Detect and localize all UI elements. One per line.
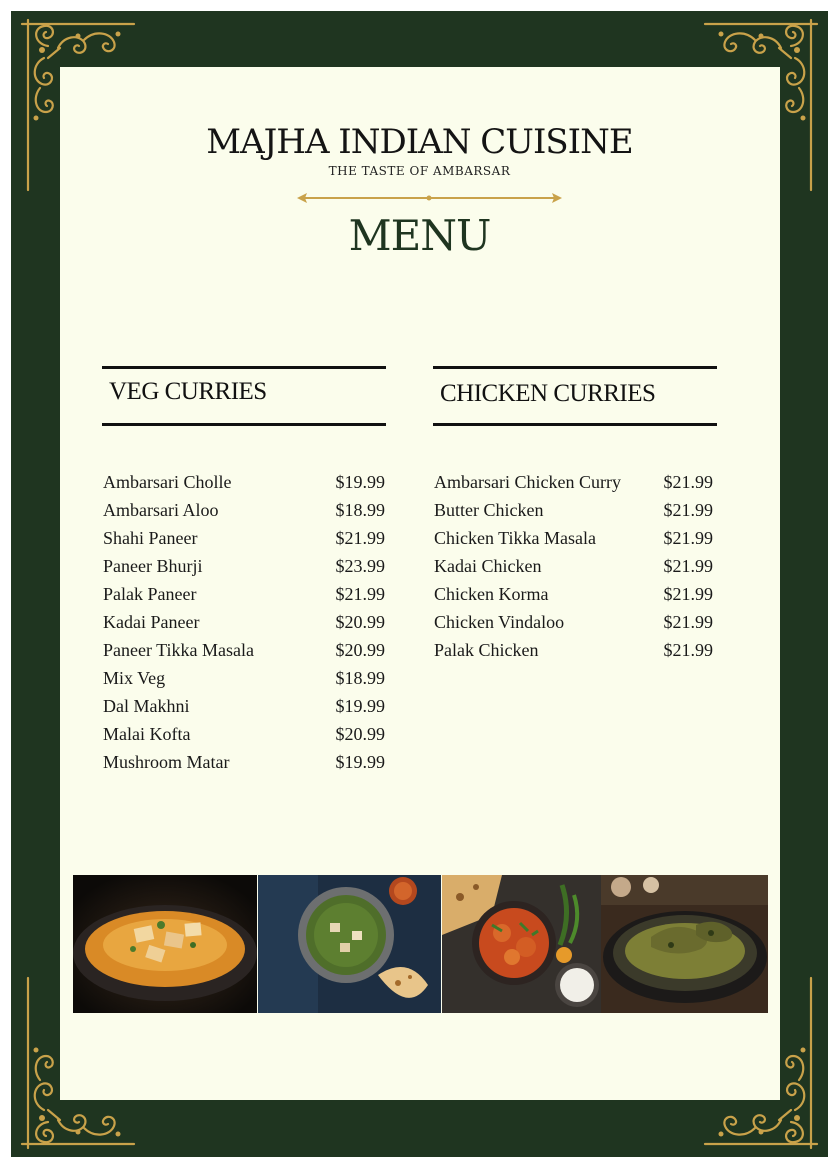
item-price: $21.99 [663,528,713,548]
menu-item [103,608,385,636]
chicken-section-header [433,366,717,428]
item-price: $21.99 [663,472,713,492]
chicken-items-list [434,468,713,664]
restaurant-tagline: THE TASTE OF AMBARSAR [328,164,511,178]
item-price: $20.99 [335,640,385,660]
item-price: $23.99 [335,556,385,576]
item-name: Paneer Bhurji [103,556,203,576]
menu-item [434,608,713,636]
menu-item [103,636,385,664]
item-name: Palak Paneer [103,584,197,604]
menu-item [434,468,713,496]
item-price: $21.99 [663,500,713,520]
item-price: $19.99 [335,752,385,772]
veg-items-list [103,468,385,776]
food-photo-strip [73,875,768,1013]
menu-item [103,496,385,524]
green-chicken-photo [601,875,768,1013]
item-name: Ambarsari Aloo [103,500,219,520]
item-name: Chicken Tikka Masala [434,528,596,548]
item-name: Malai Kofta [103,724,191,744]
menu-item [434,636,713,664]
item-name: Kadai Chicken [434,556,542,576]
chicken-tikka-photo [442,875,601,1013]
menu-item [103,468,385,496]
item-name: Dal Makhni [103,696,190,716]
item-name: Mushroom Matar [103,752,230,772]
item-price: $18.99 [335,500,385,520]
paneer-curry-photo [73,875,257,1013]
item-name: Paneer Tikka Masala [103,640,254,660]
item-name: Butter Chicken [434,500,544,520]
item-name: Chicken Korma [434,584,549,604]
menu-item [434,580,713,608]
item-name: Ambarsari Chicken Curry [434,472,621,492]
section-heading: VEG CURRIES [109,378,267,405]
divider [433,366,717,369]
item-price: $21.99 [335,584,385,604]
item-price: $18.99 [335,668,385,688]
item-name: Ambarsari Cholle [103,472,232,492]
menu-title: MENU [348,211,491,260]
palak-paneer-photo [258,875,441,1013]
item-price: $21.99 [335,528,385,548]
menu-item [103,552,385,580]
divider [102,366,386,369]
item-price: $21.99 [663,584,713,604]
item-name: Chicken Vindaloo [434,612,565,632]
item-name: Kadai Paneer [103,612,200,632]
item-price: $19.99 [335,696,385,716]
item-price: $20.99 [335,724,385,744]
item-price: $20.99 [335,612,385,632]
item-price: $21.99 [663,640,713,660]
item-name: Mix Veg [103,668,166,688]
item-price: $21.99 [663,556,713,576]
item-name: Palak Chicken [434,640,539,660]
divider [433,423,717,426]
gold-arrow-divider-icon [297,190,562,206]
menu-item [103,720,385,748]
menu-item [103,580,385,608]
restaurant-name: MAJHA INDIAN CUISINE [206,122,633,162]
menu-item [103,524,385,552]
menu-item [434,496,713,524]
menu-item [103,692,385,720]
menu-item [434,524,713,552]
menu-item [103,748,385,776]
menu-item [434,552,713,580]
item-price: $19.99 [335,472,385,492]
menu-item [103,664,385,692]
divider [102,423,386,426]
item-price: $21.99 [663,612,713,632]
section-heading: CHICKEN CURRIES [440,380,656,407]
item-name: Shahi Paneer [103,528,198,548]
veg-section-header [102,366,386,428]
